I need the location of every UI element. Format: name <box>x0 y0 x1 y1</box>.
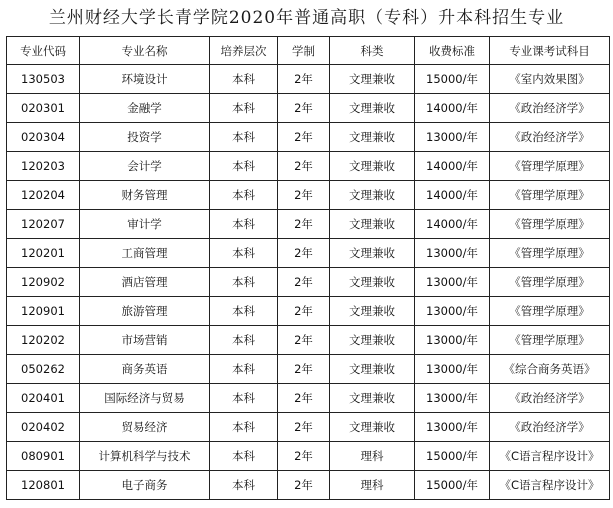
cell-tuition: 14000/年 <box>415 152 490 181</box>
table-row <box>7 442 610 471</box>
cell-major-name: 商务英语 <box>80 355 210 384</box>
cell-major-name: 国际经济与贸易 <box>80 384 210 413</box>
cell-duration: 2年 <box>278 355 330 384</box>
cell-major-name: 旅游管理 <box>80 297 210 326</box>
cell-subject-category: 文理兼收 <box>330 355 415 384</box>
cell-exam-subject: 《政治经济学》 <box>490 384 610 413</box>
cell-major-name: 环境设计 <box>80 65 210 94</box>
cell-major-code: 080901 <box>7 442 80 471</box>
header-duration: 学制 <box>278 37 330 65</box>
table-row <box>7 181 610 210</box>
header-tuition: 收费标准 <box>415 37 490 65</box>
cell-subject-category: 文理兼收 <box>330 239 415 268</box>
cell-tuition: 13000/年 <box>415 297 490 326</box>
enrollment-table <box>6 36 610 500</box>
cell-duration: 2年 <box>278 413 330 442</box>
cell-duration: 2年 <box>278 297 330 326</box>
cell-exam-subject: 《政治经济学》 <box>490 413 610 442</box>
cell-major-code: 120202 <box>7 326 80 355</box>
table-row <box>7 268 610 297</box>
cell-major-name: 审计学 <box>80 210 210 239</box>
cell-tuition: 13000/年 <box>415 413 490 442</box>
cell-tuition: 15000/年 <box>415 442 490 471</box>
table-row <box>7 94 610 123</box>
table-row <box>7 471 610 500</box>
table-row <box>7 123 610 152</box>
cell-major-code: 050262 <box>7 355 80 384</box>
cell-exam-subject: 《管理学原理》 <box>490 152 610 181</box>
cell-education-level: 本科 <box>210 384 278 413</box>
cell-subject-category: 文理兼收 <box>330 181 415 210</box>
cell-subject-category: 文理兼收 <box>330 413 415 442</box>
cell-tuition: 13000/年 <box>415 384 490 413</box>
cell-tuition: 13000/年 <box>415 239 490 268</box>
cell-major-name: 会计学 <box>80 152 210 181</box>
cell-exam-subject: 《政治经济学》 <box>490 94 610 123</box>
header-major-name: 专业名称 <box>80 37 210 65</box>
cell-education-level: 本科 <box>210 297 278 326</box>
cell-exam-subject: 《C语言程序设计》 <box>490 442 610 471</box>
table-header-row <box>7 37 610 65</box>
cell-education-level: 本科 <box>210 181 278 210</box>
cell-major-code: 120207 <box>7 210 80 239</box>
cell-subject-category: 文理兼收 <box>330 384 415 413</box>
cell-duration: 2年 <box>278 442 330 471</box>
cell-exam-subject: 《管理学原理》 <box>490 239 610 268</box>
cell-major-name: 计算机科学与技术 <box>80 442 210 471</box>
cell-tuition: 15000/年 <box>415 471 490 500</box>
table-row <box>7 152 610 181</box>
header-education-level: 培养层次 <box>210 37 278 65</box>
cell-education-level: 本科 <box>210 413 278 442</box>
cell-education-level: 本科 <box>210 210 278 239</box>
cell-duration: 2年 <box>278 181 330 210</box>
cell-duration: 2年 <box>278 239 330 268</box>
document-title: 兰州财经大学长青学院2020年普通高职（专科）升本科招生专业 <box>48 8 565 28</box>
cell-major-code: 020301 <box>7 94 80 123</box>
cell-exam-subject: 《管理学原理》 <box>490 181 610 210</box>
cell-exam-subject: 《政治经济学》 <box>490 123 610 152</box>
cell-major-name: 市场营销 <box>80 326 210 355</box>
table-row <box>7 413 610 442</box>
cell-major-code: 120201 <box>7 239 80 268</box>
cell-subject-category: 理科 <box>330 471 415 500</box>
table-row <box>7 355 610 384</box>
cell-major-code: 020401 <box>7 384 80 413</box>
cell-subject-category: 文理兼收 <box>330 65 415 94</box>
cell-major-name: 贸易经济 <box>80 413 210 442</box>
cell-subject-category: 文理兼收 <box>330 94 415 123</box>
cell-major-name: 金融学 <box>80 94 210 123</box>
cell-exam-subject: 《管理学原理》 <box>490 326 610 355</box>
cell-exam-subject: 《管理学原理》 <box>490 268 610 297</box>
cell-duration: 2年 <box>278 268 330 297</box>
cell-exam-subject: 《管理学原理》 <box>490 210 610 239</box>
cell-duration: 2年 <box>278 94 330 123</box>
cell-tuition: 13000/年 <box>415 326 490 355</box>
cell-tuition: 13000/年 <box>415 355 490 384</box>
cell-duration: 2年 <box>278 210 330 239</box>
cell-duration: 2年 <box>278 123 330 152</box>
cell-exam-subject: 《综合商务英语》 <box>490 355 610 384</box>
header-major-code: 专业代码 <box>7 37 80 65</box>
table-row <box>7 326 610 355</box>
header-subject-category: 科类 <box>330 37 415 65</box>
cell-exam-subject: 《C语言程序设计》 <box>490 471 610 500</box>
cell-major-name: 工商管理 <box>80 239 210 268</box>
cell-duration: 2年 <box>278 471 330 500</box>
cell-education-level: 本科 <box>210 65 278 94</box>
cell-major-code: 020402 <box>7 413 80 442</box>
cell-duration: 2年 <box>278 384 330 413</box>
cell-major-name: 电子商务 <box>80 471 210 500</box>
table-body <box>7 65 610 500</box>
cell-education-level: 本科 <box>210 123 278 152</box>
cell-major-code: 120902 <box>7 268 80 297</box>
cell-subject-category: 文理兼收 <box>330 268 415 297</box>
cell-major-code: 020304 <box>7 123 80 152</box>
header-exam-subject: 专业课考试科目 <box>490 37 610 65</box>
cell-exam-subject: 《管理学原理》 <box>490 297 610 326</box>
cell-duration: 2年 <box>278 326 330 355</box>
cell-tuition: 14000/年 <box>415 94 490 123</box>
cell-major-code: 120801 <box>7 471 80 500</box>
cell-major-code: 120203 <box>7 152 80 181</box>
cell-major-code: 120901 <box>7 297 80 326</box>
cell-major-code: 120204 <box>7 181 80 210</box>
cell-education-level: 本科 <box>210 471 278 500</box>
cell-subject-category: 文理兼收 <box>330 210 415 239</box>
cell-duration: 2年 <box>278 65 330 94</box>
cell-duration: 2年 <box>278 152 330 181</box>
table-row <box>7 65 610 94</box>
cell-education-level: 本科 <box>210 442 278 471</box>
cell-subject-category: 文理兼收 <box>330 326 415 355</box>
cell-education-level: 本科 <box>210 152 278 181</box>
cell-subject-category: 文理兼收 <box>330 152 415 181</box>
cell-education-level: 本科 <box>210 239 278 268</box>
cell-exam-subject: 《室内效果图》 <box>490 65 610 94</box>
cell-tuition: 15000/年 <box>415 65 490 94</box>
table-row <box>7 239 610 268</box>
cell-subject-category: 文理兼收 <box>330 297 415 326</box>
cell-subject-category: 文理兼收 <box>330 123 415 152</box>
cell-tuition: 14000/年 <box>415 210 490 239</box>
cell-tuition: 14000/年 <box>415 181 490 210</box>
cell-education-level: 本科 <box>210 94 278 123</box>
cell-major-code: 130503 <box>7 65 80 94</box>
cell-major-name: 财务管理 <box>80 181 210 210</box>
cell-major-name: 投资学 <box>80 123 210 152</box>
cell-education-level: 本科 <box>210 268 278 297</box>
cell-education-level: 本科 <box>210 326 278 355</box>
cell-tuition: 13000/年 <box>415 123 490 152</box>
cell-subject-category: 理科 <box>330 442 415 471</box>
cell-education-level: 本科 <box>210 355 278 384</box>
cell-major-name: 酒店管理 <box>80 268 210 297</box>
cell-tuition: 13000/年 <box>415 268 490 297</box>
table-row <box>7 210 610 239</box>
table-row <box>7 297 610 326</box>
table-row <box>7 384 610 413</box>
